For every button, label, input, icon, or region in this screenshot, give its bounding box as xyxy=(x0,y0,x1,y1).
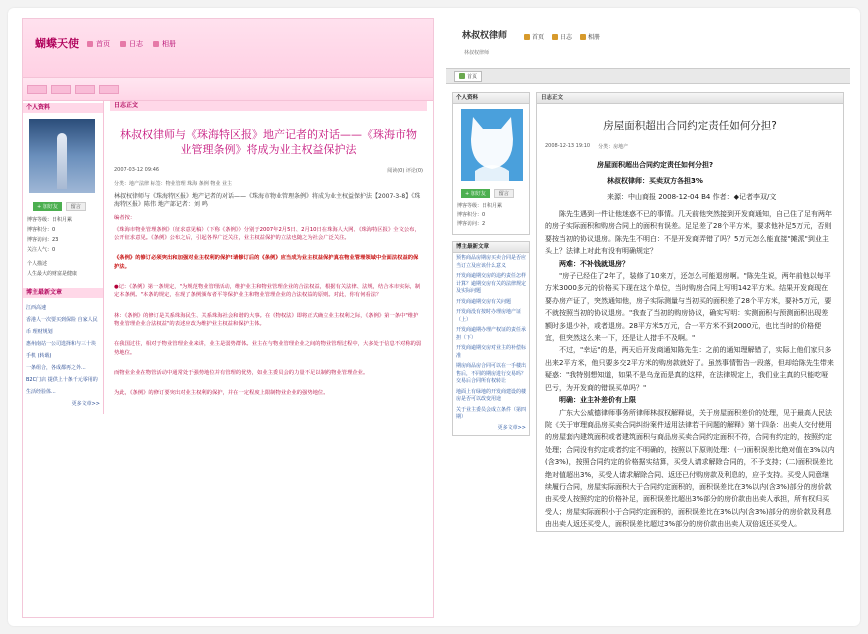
right-sub-title: 房屋面积超出合同约定责任如何分担? xyxy=(597,161,714,169)
right-header xyxy=(446,18,850,68)
left-para: 在我国过往，相对于物业管理企业来讲，业主是弱势群体。业主在与物业管理企业之间的物业管理过程中，大多处于信息不对称的弱势地位。 xyxy=(114,341,422,356)
right-sub-title: 林叔权律师：买卖双方各担3% xyxy=(607,177,703,185)
left-para: 《珠海市物业管理条例》（征求意见稿）（下称《条例》）分别于2007年2月5日、2月10日在珠海人大网、《珠海特区报》全文公布，公开征求意见。《条例》公布之后，引起各界广泛关注，业主权益保护的立法也随之为社会广泛关注。 xyxy=(114,226,420,242)
left-header xyxy=(23,19,433,78)
home-icon xyxy=(524,34,530,40)
right-logo[interactable]: 林叔权律师 xyxy=(462,31,508,41)
left-side-text: 博客等级：日积月累 xyxy=(27,217,73,223)
right-side-list-item[interactable]: 关于业主委员会成立条件（第四期） xyxy=(456,406,527,420)
left-intro: 林叔权律师与《珠海特区报》地产记者的对话——《珠海市物业管理条例》将成为业主权益保护法【2007-3-8】《珠海特区报》陈伟 地产部记者：刘 鸣 xyxy=(114,193,421,209)
left-nav-tab-2[interactable] xyxy=(51,85,71,94)
left-logo[interactable]: 蝴蝶天使 xyxy=(35,37,79,50)
right-nav-bar xyxy=(446,68,850,84)
right-side-list-item[interactable]: 开发商没有按时办理房地产证（上） xyxy=(456,309,522,323)
right-side-text: 博客积分：0 xyxy=(457,212,486,218)
right-nav-home-tab[interactable]: 首页 xyxy=(454,71,482,82)
cat-silhouette-icon xyxy=(461,109,523,181)
right-message-button[interactable]: 留言 xyxy=(494,189,514,198)
left-side-text: 博客积分：0 xyxy=(27,227,56,233)
right-article-title: 房屋面积超出合同约定责任如何分担? xyxy=(603,120,777,132)
left-link-home[interactable]: 首页 xyxy=(87,39,110,49)
left-article-date: 2007-03-12 09:46 xyxy=(114,167,160,173)
left-nav-tab-4[interactable] xyxy=(99,85,119,94)
left-nav-tab-1[interactable] xyxy=(27,85,47,94)
left-side-list-item[interactable]: 一条组合，各成都再之外... xyxy=(26,365,86,371)
left-nav-tab-3[interactable] xyxy=(75,85,95,94)
right-side-list-item[interactable]: 开发商逾期办理产权证的责任承担（下） xyxy=(456,327,527,341)
right-latest-header: 博主最新文章 xyxy=(453,242,529,253)
left-nav-bar xyxy=(23,78,433,101)
right-paragraph: 陈先生遇到一件让他迷惑不已的事情。几天前他突然接到开发商通知，自己住了足有两年的房子实际面积和购房合同上的面积有误差。足足差了28个平方米，要求他补足5万元，否则要按当初的协议退房。陈先生不明白：不是开发商弄错了吗？5万元怎么能直接"摊派"到业主头上？法律上对此有没有明确规定？ xyxy=(545,210,832,256)
left-message-button[interactable]: 留言 xyxy=(66,202,86,211)
right-blog-header: 日志正文 xyxy=(537,93,843,104)
right-side-list-item[interactable]: 期房商品房合同可以在一手楼出售后，不同的期房进行交易吗？交易后合同所有权转让 xyxy=(456,363,527,384)
left-sidebar xyxy=(23,101,104,414)
right-section-heading: 两难：不补钱就退房？ xyxy=(559,259,629,268)
left-side-list-item[interactable]: B2C门店 提供上十条千元零用的生活经验体... xyxy=(26,377,98,395)
left-link-album[interactable]: 相册 xyxy=(153,39,176,49)
left-para: 为此，《条例》的修订要突出对业主权利的保护，并在一定程度上限制物业企业的强势地位。 xyxy=(114,390,329,397)
left-side-list-item[interactable]: 香港人一次要买到保险 自家人民币 理财规划 xyxy=(26,317,98,335)
right-side-text: 博客访问：2 xyxy=(457,221,486,227)
right-subtitle: 林叔权律师 xyxy=(464,50,490,56)
left-link-blog[interactable]: 日志 xyxy=(120,39,143,49)
left-side-list-item[interactable]: 江西高速 xyxy=(26,305,47,311)
right-side-list-item[interactable]: 开发商逾期交房对业主的补偿标准 xyxy=(456,345,527,359)
left-para-highlight: 《条例》的修订必须突出和加强对业主权利的保护!请修订后的《条例》应当成为业主权益保护真在物业管理领域中全面法权益的保护法。 xyxy=(114,255,419,270)
left-read-count[interactable]: 阅读(0) xyxy=(387,168,405,174)
right-more-link[interactable]: 更多文章>> xyxy=(497,424,526,431)
right-side-list-item[interactable]: 预售商品房期房买卖合同是否应当订立及应该什么意义 xyxy=(456,255,527,269)
right-side-list-item[interactable]: 开发商逾期交房有关问题 xyxy=(456,298,512,305)
left-main xyxy=(104,101,433,414)
right-link-album[interactable]: 相册 xyxy=(580,32,600,41)
album-icon xyxy=(580,34,586,40)
album-icon xyxy=(153,41,159,47)
left-para: 编者按： xyxy=(114,214,136,221)
left-latest-header: 博主最新文章 xyxy=(23,288,103,298)
right-link-home[interactable]: 首页 xyxy=(524,32,544,41)
left-top-links xyxy=(87,39,176,49)
right-article-date: 2008-12-13 19:10 xyxy=(545,143,591,149)
right-paragraph: "房子已经住了2年了，装修了10来万，还怎么可能退房啊。"陈先生说，两年前他以每平方米3000多元的价格买下现在这个单位，当时购房合同上写明142平方米。结果开发商现在要办房产证了，突然通知他，房子实际测量与当初买的面积差了28个平方米，要补5万元，要不就按照当初的协议退房。"我查了当初的购房协议，确实写明：实测面积与预测面积出现差额时多退少补，或者退房。28平方米5万元，合一平方米不到2000元，也比当时的价格便宜，但突然这么来一下，还是让人措手不及啊。" xyxy=(545,272,832,343)
right-link-blog[interactable]: 日志 xyxy=(552,32,572,41)
left-avatar xyxy=(29,119,95,193)
left-add-friend-button[interactable]: + 加好友 xyxy=(33,202,62,211)
right-paragraph: 广东大公威德律师事务所律师林叔权解释说，关于房屋面积差价的处理，见于最高人民法院《关于审理商品房买卖合同纠纷案件适用法律若干问题的解释》第十四条：出卖人交付使用的房屋套内建筑面积或者建筑面积与商品房买卖合同约定面积不符，合同有约定的，按照约定处理；合同没有约定或者约定不明确的，按照以下原则处理：(一)面积误差比绝对值在3%以内(含3%)，按照合同约定的价格据实结算，买受人请求解除合同的，不予支持；(二)面积误差比绝对值超出3%，买受人请求解除合同、返还已付购房款及利息的，应予支持。买受人同意继续履行合同，房屋实际面积大于合同约定面积的，面积误差比在3%以内(含3%)部分的房价款由买受人按照约定的价格补足，面积误差比超出3%部分的房价款由出卖人承担，所有权归买受人；房屋实际面积小于合同约定面积的，面积误差比在3%以内(含3%)部分的房价款及利息由出卖人返还买受人，面积误差比超过3%部分的房价款由出卖人双倍返还买受人。 xyxy=(545,408,835,529)
blog-icon xyxy=(120,41,126,47)
right-side-list-item[interactable]: 开发商逾期交房的违约责任怎样计算？逾期交房有关的法律规定及实际问题 xyxy=(456,273,527,294)
left-para: 而物业企业在物管活动中通常处于强势地位并有管理的优势，如业主委员会的力量不足以制约物业管理企业。 xyxy=(114,369,369,376)
home-icon xyxy=(459,73,465,79)
left-profile-header: 个人资料 xyxy=(23,103,103,113)
home-icon xyxy=(87,41,93,47)
left-personal-desc: 人生最大的财富是健康 xyxy=(27,271,78,277)
left-side-text: 博客访问：23 xyxy=(27,237,59,243)
right-side-list-item[interactable]: 地面上有绿地的开发商建设的楼房是否可以改变用途 xyxy=(456,388,527,402)
right-section-heading: 明确：业主补差价有上限 xyxy=(559,396,636,405)
left-personal-desc-label: 个人描述 xyxy=(27,261,48,267)
right-add-friend-button[interactable]: + 加好友 xyxy=(461,189,490,198)
right-blog-page xyxy=(446,18,850,616)
blog-icon xyxy=(552,34,558,40)
left-side-text: 关注人气：0 xyxy=(27,247,56,253)
right-sidebar xyxy=(452,92,530,532)
right-avatar xyxy=(461,109,523,181)
right-profile-header: 个人资料 xyxy=(453,93,529,104)
right-side-text: 博客等级：日积月累 xyxy=(457,203,503,209)
left-side-list-item[interactable]: 惠州南站一公司选择和与三十块手机 (转载) xyxy=(26,341,97,359)
left-blog-header: 日志正文 xyxy=(110,101,427,111)
left-tags: 分类：地产法律 标签：物业管理 珠海 条例 物业 业主 xyxy=(114,181,232,187)
right-paragraph: 不过，"幸运"的是，两天后开发商通知陈先生：之前的通知理解错了，实际上他们家只多出来2平方米，他只要多交2平方米的购房款就好了。虽然事情暂告一段落，但却给陈先生带来疑惑："我特别想知道，如果不是乌龙而是真的这样，在法律规定上，我们业主真的只能吃哑巴亏，为开发商的错误买单吗？" xyxy=(545,346,834,392)
left-comment-count[interactable]: 评论(0) xyxy=(405,168,423,174)
right-source-line: 来源：中山商报 2008-12-04 B4 作者：◆记者李双/文 xyxy=(607,193,777,201)
left-blog-page xyxy=(22,18,434,618)
left-article-title: 林叔权律师与《珠海特区报》地产记者的对话——《珠海市物业管理条例》将成为业主权益保护法 xyxy=(120,128,417,156)
right-article-category[interactable]: 分类：房地产 xyxy=(598,144,629,150)
left-para: 林：《条例》的修订是关系珠海民生、关系珠海社会和谐的大事。在《物权法》即将正式确立业主权利之际，《条例》第一条中"维护物业管理企业合法权益"的表述应改为维护业主权益和保护主体。 xyxy=(114,312,419,327)
left-more-link[interactable]: 更多文章>> xyxy=(71,401,100,407)
right-main xyxy=(536,92,844,532)
left-para: ●记：《条例》第一条规定，"为规范物业管理活动，维护业主和物业管理企业的合法权益，根据有关法律、法规，结合本市实际，制定本条例。"本条的规定，在现了条例颁布者平等保护业主和物业管理企业的合法权益的原则。对此，你有何看法？ xyxy=(114,284,421,299)
